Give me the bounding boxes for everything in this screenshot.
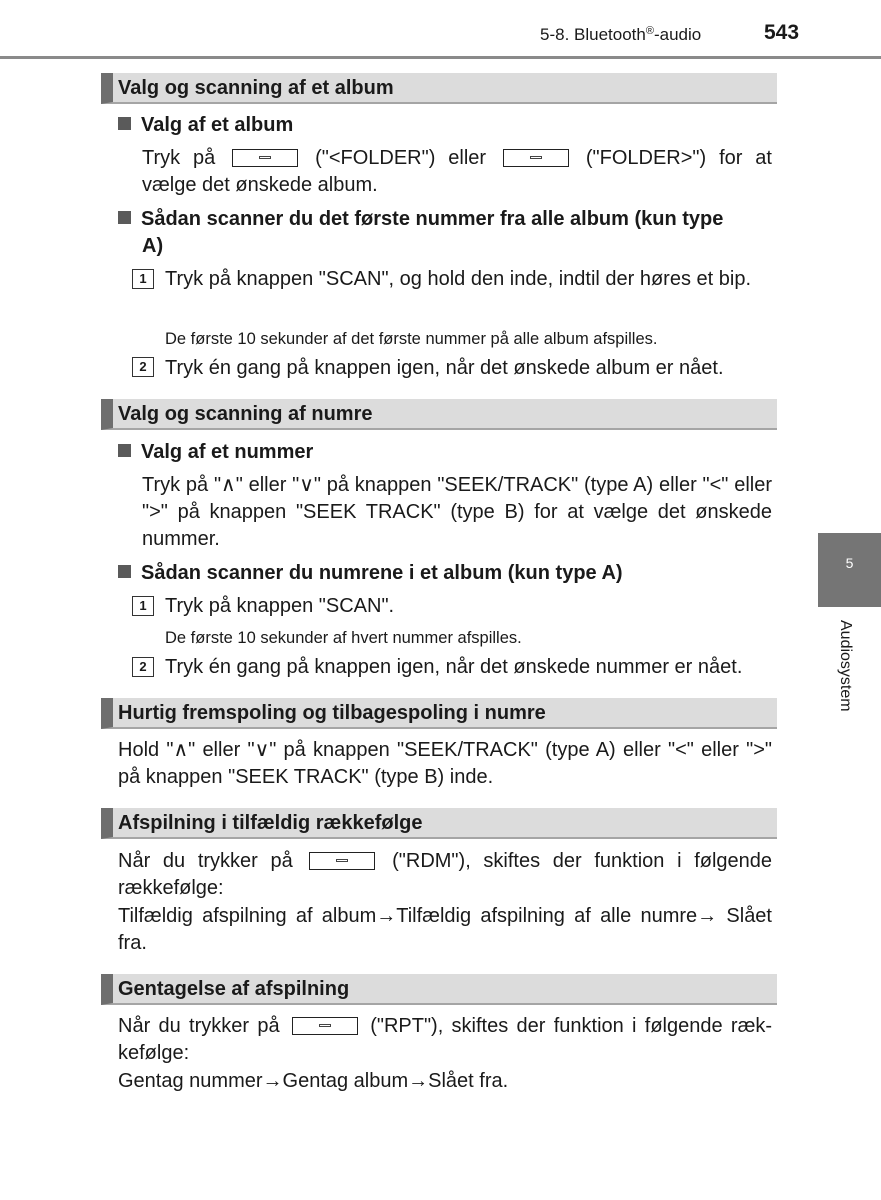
header-title-suffix: -audio — [653, 25, 702, 44]
step-text: Tryk én gang på knappen igen, når det ønskede album er nået. — [165, 357, 724, 379]
paragraph-select-album — [142, 145, 772, 199]
rdm-button-icon — [309, 852, 375, 870]
chapter-number: 5 — [845, 555, 854, 571]
text-run: ("<FOLDER") eller — [315, 147, 487, 169]
section-heading-text: Valg og scanning af numre — [118, 403, 373, 425]
running-header — [540, 25, 701, 45]
paragraph-repeat-sequence: Gentag nummer→Gentag album→Slået fra. — [118, 1070, 509, 1092]
header-rule — [0, 56, 881, 59]
square-bullet-icon — [118, 117, 131, 130]
square-bullet-icon — [118, 211, 131, 224]
paragraph-random-sequence: Tilfældig afspilning af album→Tilfældig afspilning af alle numre→ Slået fra. — [118, 905, 772, 954]
subheading-select-track — [118, 441, 313, 464]
section-heading-random — [101, 808, 777, 839]
section-heading-text: Afspilning i tilfældig rækkefølge — [118, 812, 423, 834]
subheading-text: Sådan scanner du numrene i et album (kun type A) — [141, 562, 623, 584]
rpt-button-icon — [292, 1017, 358, 1035]
text-run: ("RPT"), skiftes der funktion i følgende ræk-kefølge: — [118, 1015, 773, 1064]
subheading-scan-album — [118, 208, 723, 231]
paragraph-select-track: Tryk på "∧" eller "∨" på knappen "SEEK/TRACK" (type A) eller "<" eller ">" på knappen "SEEK TRACK" (type B) for at vælge det ønskede nummer. — [142, 474, 772, 550]
subheading-text: Sådan scanner du det første nummer fra alle album (kun type — [141, 208, 724, 230]
subheading-text: Valg af et nummer — [141, 441, 314, 463]
header-title-prefix: 5-8. Bluetooth — [540, 25, 646, 44]
note-text: De første 10 sekunder af det første nummer på alle album afspilles. — [165, 330, 658, 348]
step-text: Tryk på knappen "SCAN". — [165, 595, 395, 617]
step-text: Tryk på knappen "SCAN", og hold den inde, indtil der høres et bip. — [165, 268, 752, 290]
square-bullet-icon — [118, 565, 131, 578]
registered-mark: ® — [645, 25, 654, 37]
paragraph-random — [118, 848, 772, 902]
text-run: ("FOLDER>") for at vælge det ønskede album. — [142, 147, 772, 196]
step-number-box: 1 — [132, 269, 154, 289]
square-bullet-icon — [118, 444, 131, 457]
paragraph-repeat — [118, 1013, 772, 1067]
subheading-select-album — [118, 114, 293, 137]
chapter-label: Audiosystem — [837, 620, 854, 712]
page-number: 543 — [764, 21, 800, 44]
note-text: De første 10 sekunder af hvert nummer afspilles. — [165, 629, 522, 647]
section-heading-tracks — [101, 399, 777, 430]
folder-down-button-icon — [232, 149, 298, 167]
text-run: Når du trykker på — [118, 1015, 280, 1037]
text-run: Tryk på — [142, 147, 216, 169]
subheading-scan-album-cont: A) — [142, 235, 164, 257]
section-heading-ffrew — [101, 698, 777, 729]
step-text: Tryk én gang på knappen igen, når det ønskede nummer er nået. — [165, 656, 743, 678]
section-heading-text: Hurtig fremspoling og tilbagespoling i numre — [118, 702, 546, 724]
folder-up-button-icon — [503, 149, 569, 167]
section-heading-text: Gentagelse af afspilning — [118, 978, 350, 1000]
step-number-box: 1 — [132, 596, 154, 616]
section-heading-repeat — [101, 974, 777, 1005]
section-heading-text: Valg og scanning af et album — [118, 77, 394, 99]
chapter-tab — [818, 533, 881, 607]
subheading-text: Valg af et album — [141, 114, 294, 136]
text-run: Når du trykker på — [118, 850, 293, 872]
paragraph-ffrew: Hold "∧" eller "∨" på knappen "SEEK/TRACK" (type A) eller "<" eller ">" på knappen "SEEK TRACK" (type B) inde. — [118, 739, 772, 788]
text-run: ("RDM"), skiftes der funktion i følgende rækkefølge: — [118, 850, 773, 899]
step-number-box: 2 — [132, 657, 154, 677]
section-heading-album — [101, 73, 777, 104]
subheading-scan-tracks — [118, 562, 623, 585]
step-number-box: 2 — [132, 357, 154, 377]
